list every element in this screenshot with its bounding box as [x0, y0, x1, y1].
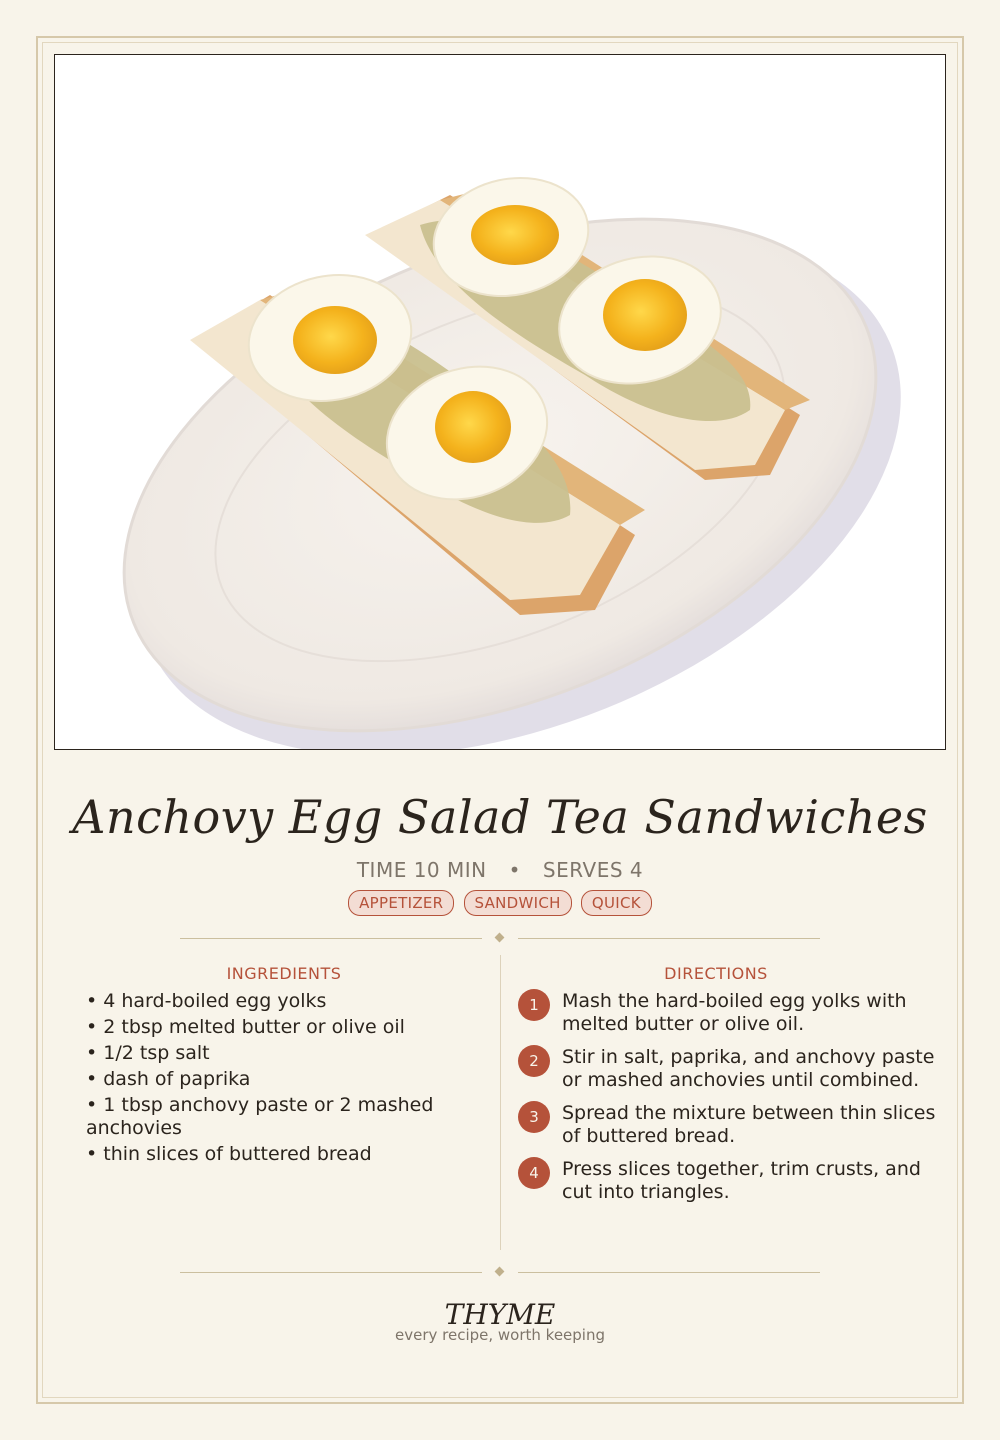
tag-appetizer[interactable]: APPETIZER — [348, 890, 454, 916]
direction-step — [518, 1102, 938, 1148]
top-divider — [180, 931, 820, 945]
divider-line — [180, 938, 482, 939]
direction-step — [518, 1158, 938, 1204]
ingredient-item: • thin slices of buttered bread — [86, 1143, 372, 1165]
ingredient-item: • dash of paprika — [86, 1068, 251, 1090]
ingredients-heading: INGREDIENTS — [226, 964, 342, 983]
ingredient-item: • 2 tbsp melted butter or olive oil — [86, 1016, 405, 1038]
step-number-badge: 1 — [518, 989, 550, 1021]
brand-tagline: every recipe, worth keeping — [394, 1326, 605, 1344]
ingredient-item: • 4 hard-boiled egg yolks — [86, 990, 327, 1012]
step-text: Spread the mixture between thin slices of buttered bread. — [562, 1102, 936, 1147]
divider-line — [518, 1272, 820, 1273]
column-separator — [500, 955, 501, 1250]
ingredient-item: • 1 tbsp anchovy paste or 2 mashed anchovies — [86, 1094, 434, 1139]
prep-time: TIME 10 MIN — [356, 858, 487, 882]
servings: SERVES 4 — [542, 858, 644, 882]
diamond-ornament-icon — [495, 1267, 505, 1277]
step-text: Mash the hard-boiled egg yolks with melted butter or olive oil. — [562, 990, 907, 1035]
sandwich-plate-illustration — [55, 55, 946, 750]
divider-line — [518, 938, 820, 939]
recipe-meta — [0, 858, 1000, 882]
step-number-badge: 2 — [518, 1045, 550, 1077]
meta-separator: • — [508, 858, 521, 882]
bottom-divider — [180, 1265, 820, 1279]
divider-line — [180, 1272, 482, 1273]
brand-name: THYME — [444, 1298, 556, 1331]
tag-list — [0, 890, 1000, 916]
tag-quick[interactable]: QUICK — [581, 890, 652, 916]
direction-step — [518, 990, 938, 1036]
step-text: Stir in salt, paprika, and anchovy paste or mashed anchovies until combined. — [562, 1046, 935, 1091]
step-number-badge: 4 — [518, 1157, 550, 1189]
ingredients-list — [86, 990, 466, 1169]
ingredient-item: • 1/2 tsp salt — [86, 1042, 210, 1064]
recipe-photo — [54, 54, 946, 750]
directions-list — [518, 990, 938, 1214]
tag-sandwich[interactable]: SANDWICH — [464, 890, 572, 916]
step-number-badge: 3 — [518, 1101, 550, 1133]
diamond-ornament-icon — [495, 933, 505, 943]
direction-step — [518, 1046, 938, 1092]
recipe-title: Anchovy Egg Salad Tea Sandwiches — [72, 790, 928, 844]
step-text: Press slices together, trim crusts, and cut into triangles. — [562, 1158, 921, 1203]
directions-heading: DIRECTIONS — [664, 964, 768, 983]
